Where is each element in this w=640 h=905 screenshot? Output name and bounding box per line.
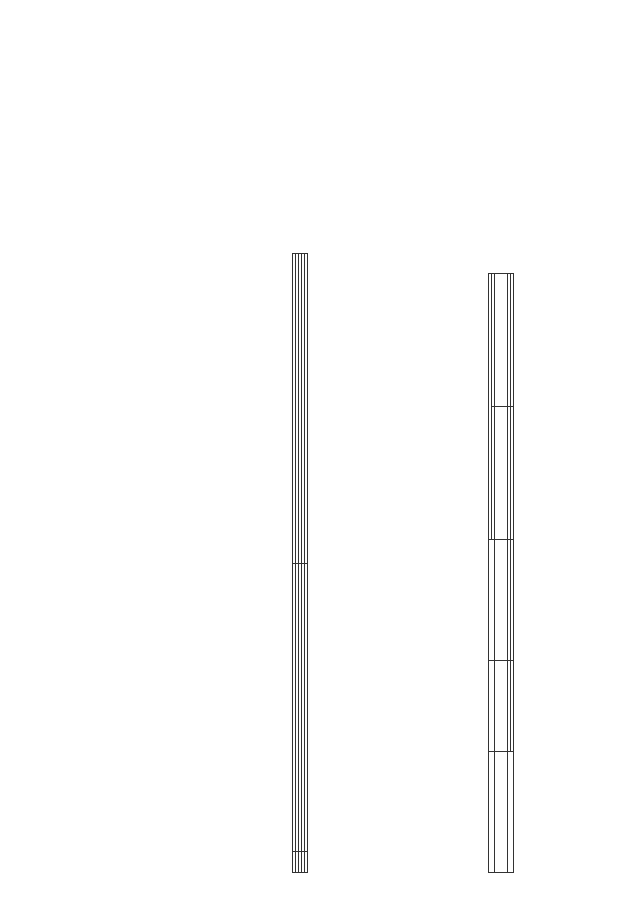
finance-total-cell bbox=[511, 540, 514, 661]
info-table bbox=[292, 253, 308, 873]
finance-source-cell bbox=[511, 661, 514, 752]
rotated-content bbox=[22, 13, 622, 893]
finance-table bbox=[488, 273, 514, 873]
finance-year-cell bbox=[511, 274, 514, 407]
column-number bbox=[495, 661, 508, 752]
column-number bbox=[495, 274, 508, 407]
table-row bbox=[305, 254, 308, 873]
value-cell bbox=[305, 254, 308, 564]
finance-row-label bbox=[508, 752, 514, 873]
column-number-row bbox=[495, 274, 508, 873]
column-number bbox=[495, 752, 508, 873]
column-number bbox=[495, 407, 508, 540]
indicator-cell bbox=[305, 564, 308, 852]
finance-previous-cell bbox=[511, 407, 514, 540]
row-number bbox=[305, 851, 308, 872]
column-number bbox=[495, 540, 508, 661]
